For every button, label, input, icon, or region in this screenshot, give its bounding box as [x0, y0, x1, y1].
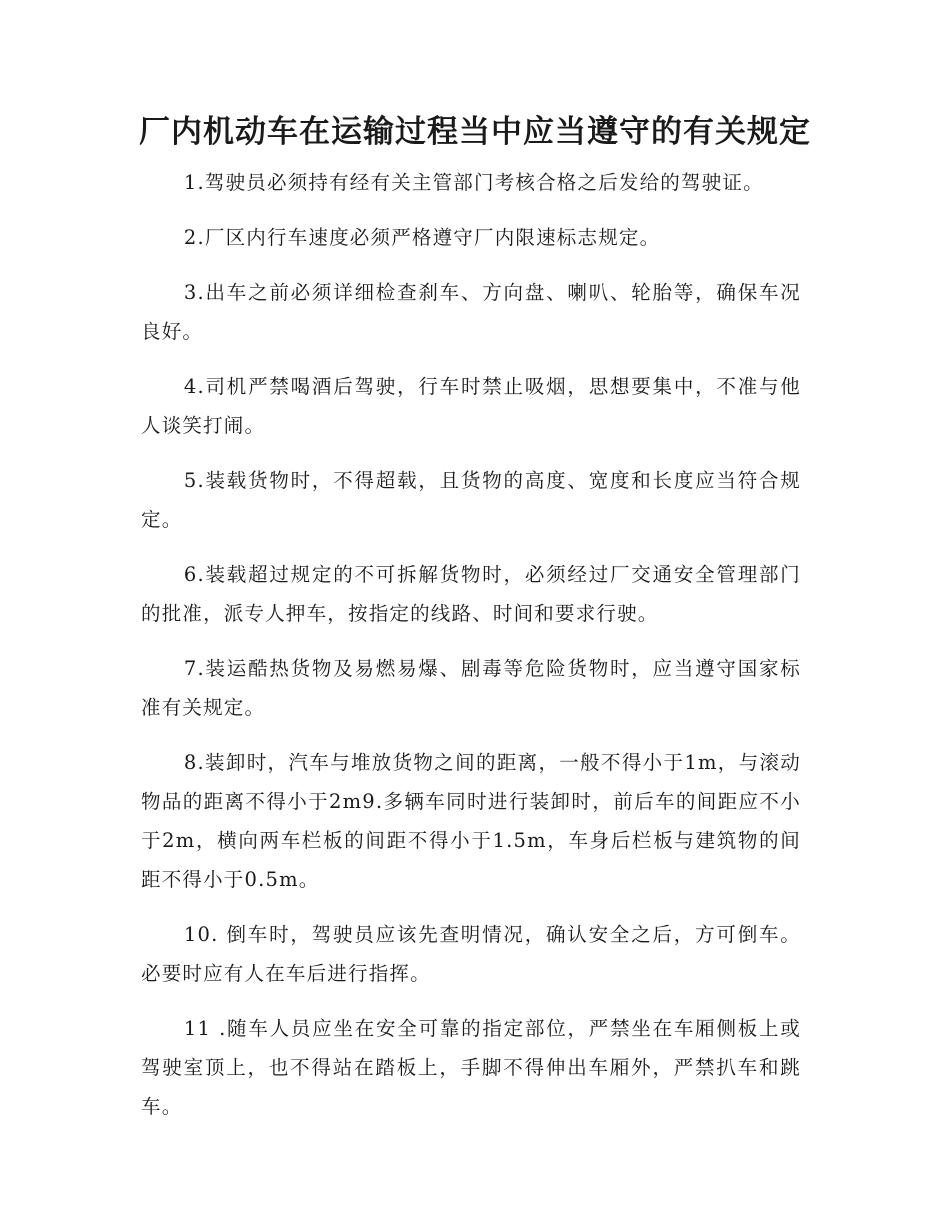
- rule-paragraph-1: 1.驾驶员必须持有经有关主管部门考核合格之后发给的驾驶证。: [183, 171, 764, 194]
- rule-paragraph-10: 10. 倒车时，驾驶员应该先查明情况，确认安全之后，方可倒车。必要时应有人在车后进行指挥。: [141, 923, 801, 985]
- rule-paragraph-3: 3.出车之前必须详细检查刹车、方向盘、喇叭、轮胎等，确保车况良好。: [141, 281, 801, 343]
- rule-paragraph-2: 2.厂区内行车速度必须严格遵守厂内限速标志规定。: [183, 226, 661, 249]
- rule-paragraph-7: 7.装运酷热货物及易燃易爆、剧毒等危险货物时，应当遵守国家标准有关规定。: [141, 657, 801, 719]
- document-body: [141, 163, 801, 1142]
- rule-paragraph-6: 6.装载超过规定的不可拆解货物时，必须经过厂交通安全管理部门的批准，派专人押车，按指定的线路、时间和要求行驶。: [141, 563, 801, 625]
- rule-paragraph-11: 11 .随车人员应坐在安全可靠的指定部位，严禁坐在车厢侧板上或驾驶室顶上，也不得站在踏板上，手脚不得伸出车厢外，严禁扒车和跳车。: [141, 1017, 801, 1118]
- rule-paragraph-4: 4.司机严禁喝酒后驾驶，行车时禁止吸烟，思想要集中，不准与他人谈笑打闹。: [141, 375, 801, 437]
- rule-paragraph-8-9: 8.装卸时，汽车与堆放货物之间的距离，一般不得小于1m，与滚动物品的距离不得小于2m9.多辆车同时进行装卸时，前后车的间距应不小于2m，横向两车栏板的间距不得小于1.5m，车身后栏板与建筑物的间距不得小于0.5m。: [141, 751, 801, 891]
- document-title: 厂内机动车在运输过程当中应当遵守的有关规定: [139, 114, 811, 150]
- rule-paragraph-5: 5.装载货物时，不得超载，且货物的高度、宽度和长度应当符合规定。: [141, 469, 801, 531]
